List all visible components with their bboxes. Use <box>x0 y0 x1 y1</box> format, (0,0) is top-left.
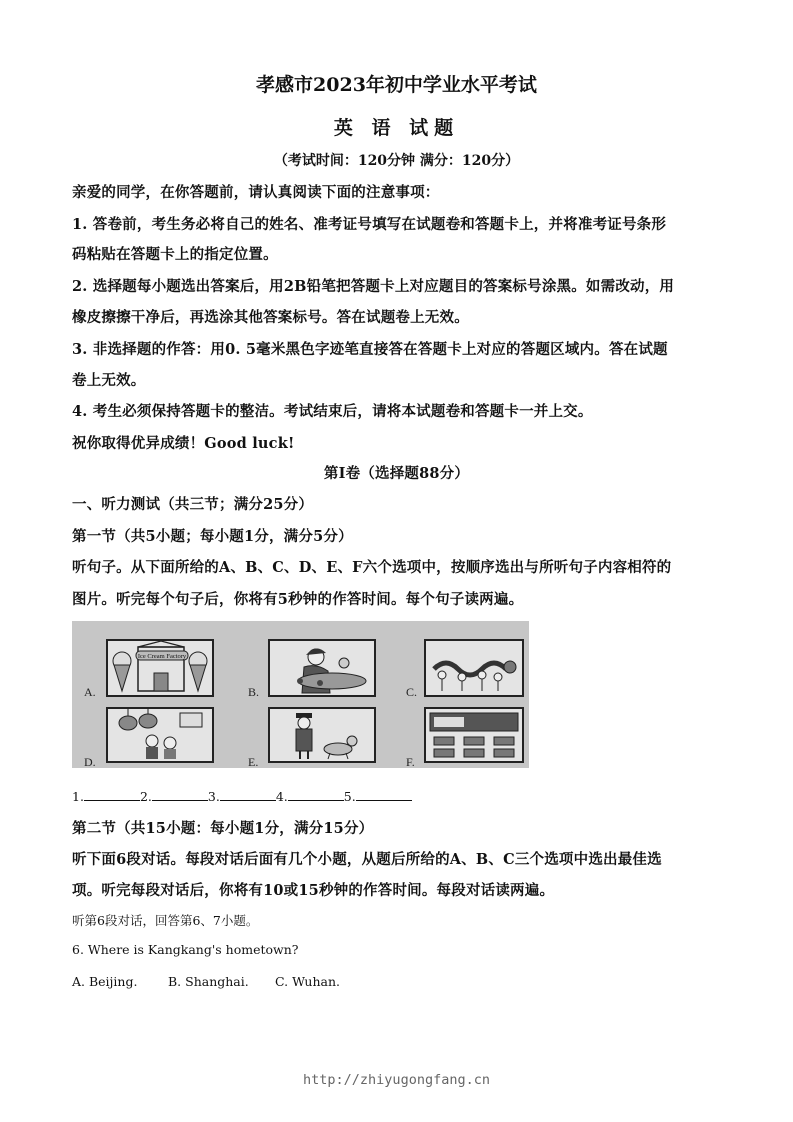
blank-1-number: 1. <box>72 789 84 804</box>
dialog-note: 听第6段对话，回答第6、7小题。 <box>72 913 259 928</box>
listening-section-title: 一、听力测试（共三节；满分25分） <box>72 496 314 513</box>
option-c: C. Wuhan. <box>275 974 340 989</box>
picture-label-c: C. <box>406 685 418 699</box>
answer-blanks <box>72 789 412 804</box>
picture-c-dragon-dance <box>424 639 524 697</box>
question-6: 6. Where is Kangkang's hometown? <box>72 942 299 957</box>
picture-e-police-and-dog <box>268 707 376 763</box>
notice-item-2-line-2: 橡皮擦擦干净后，再选涂其他答案标号。答在试题卷上无效。 <box>72 309 469 326</box>
ice-cream-sign: Ice Cream Factory <box>137 653 187 660</box>
blank-5-number: 5. <box>343 789 356 804</box>
section-1-instruction-line-2: 图片。听完每个句子后，你将有5秒钟的作答时间。每个句子读两遍。 <box>72 591 524 608</box>
picture-label-f: F. <box>406 755 415 769</box>
notice-item-2-line-1: 2. 选择题每小题选出答案后，用2B铅笔把答题卡上对应题目的答案标号涂黑。如需改动，用 <box>72 278 675 295</box>
part-1-heading: 第Ⅰ卷（选择题88分） <box>323 465 470 482</box>
picture-f-classroom <box>424 707 524 763</box>
exam-title: 孝感市2023年初中学业水平考试 <box>256 74 537 96</box>
picture-label-b: B. <box>248 685 260 699</box>
picture-d-lanterns-and-kids <box>106 707 214 763</box>
section-2-instruction-line-1: 听下面6段对话。每段对话后面有几个小题，从题后所给的A、B、C三个选项中选出最佳选 <box>72 851 662 868</box>
option-b: B. Shanghai. <box>168 974 249 989</box>
picture-label-e: E. <box>248 755 259 769</box>
section-2-instruction-line-2: 项。听完每段对话后，你将有10或15秒钟的作答时间。每段对话读两遍。 <box>72 882 555 899</box>
picture-label-a: A. <box>84 685 96 699</box>
notice-item-4: 4. 考生必须保持答题卡的整洁。考试结束后，请将本试题卷和答题卡一并上交。 <box>72 403 593 420</box>
section-1-instruction-line-1: 听句子。从下面所给的A、B、C、D、E、F六个选项中，按顺序选出与所听句子内容相符的 <box>72 559 672 576</box>
blank-4[interactable] <box>288 790 344 801</box>
blank-3-number: 3. <box>207 789 220 804</box>
blank-4-number: 4. <box>275 789 288 804</box>
picture-label-d: D. <box>84 755 96 769</box>
blank-5[interactable] <box>356 790 412 801</box>
footer-url: http://zhiyugongfang.cn <box>303 1072 490 1088</box>
subject-title: 英 语 试题 <box>333 117 460 139</box>
notice-intro: 亲爱的同学，在你答题前，请认真阅读下面的注意事项： <box>72 184 440 201</box>
section-1-title: 第一节（共5小题；每小题1分，满分5分） <box>72 528 353 545</box>
blank-2-number: 2. <box>139 789 152 804</box>
good-luck-line: 祝你取得优异成绩！Good luck! <box>72 435 295 452</box>
picture-a-ice-cream-factory <box>106 639 214 697</box>
notice-item-1-line-2: 码粘贴在答题卡上的指定位置。 <box>72 246 278 263</box>
notice-item-1-line-1: 1. 答卷前，考生务必将自己的姓名、准考证号填写在试题卷和答题卡上，并将准考证号条形 <box>72 216 667 233</box>
question-6-options <box>72 974 340 989</box>
blank-3[interactable] <box>220 790 276 801</box>
notice-item-3-line-1: 3. 非选择题的作答：用0. 5毫米黑色字迹笔直接答在答题卡上对应的答题区域内。答在试题 <box>72 341 668 358</box>
notice-item-3-line-2: 卷上无效。 <box>72 372 146 389</box>
picture-b-mother-cooking <box>268 639 376 697</box>
exam-info: （考试时间：120分钟 满分：120分） <box>273 153 520 169</box>
listening-pictures <box>72 621 529 768</box>
blank-1[interactable] <box>84 790 140 801</box>
blank-2[interactable] <box>152 790 208 801</box>
option-a: A. Beijing. <box>72 974 138 989</box>
section-2-title: 第二节（共15小题：每小题1分，满分15分） <box>72 820 374 837</box>
